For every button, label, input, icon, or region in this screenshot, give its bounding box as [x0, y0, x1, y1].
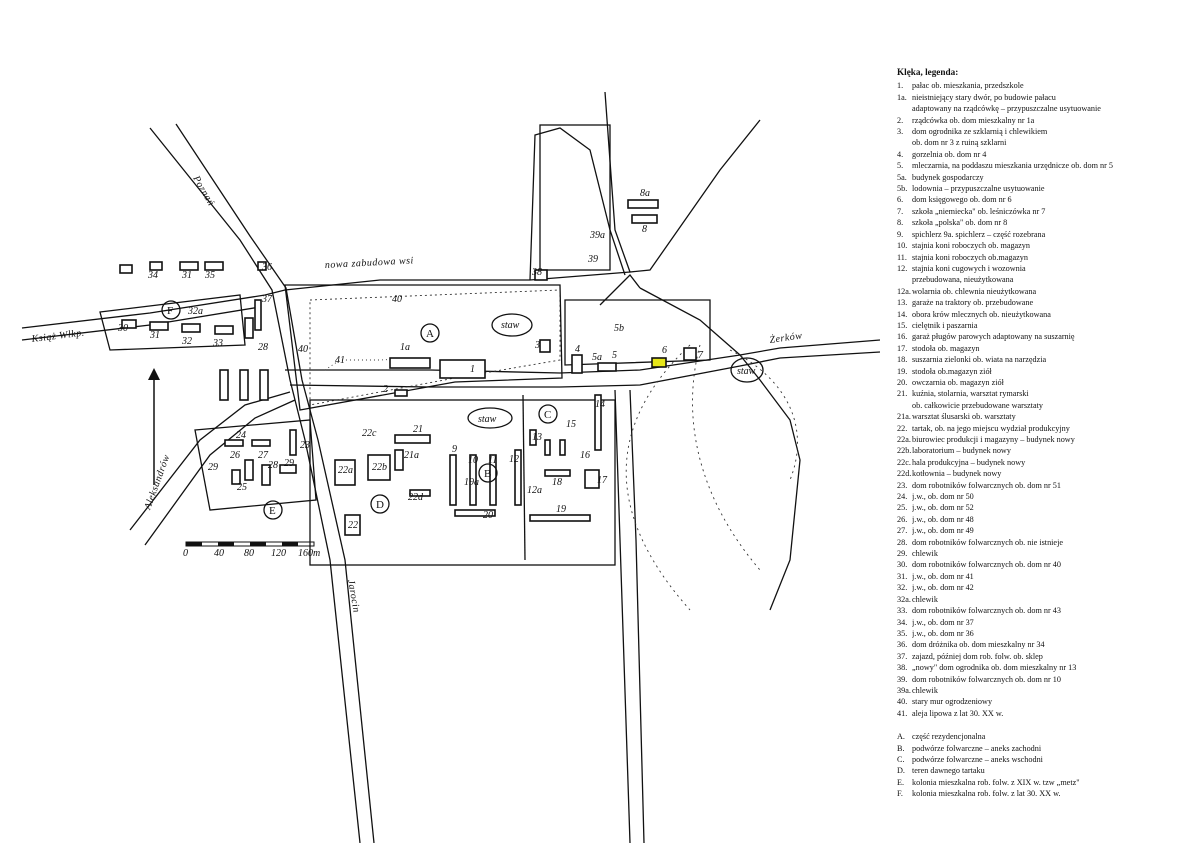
legend-item-number: 39a. — [897, 685, 911, 695]
legend-item-number: 1. — [897, 81, 904, 91]
area-marker-b: B — [484, 468, 492, 480]
legend-item — [897, 423, 1193, 434]
area-marker-c: C — [544, 409, 552, 421]
legend-item — [897, 674, 1193, 685]
legend-item — [897, 468, 1193, 479]
legend-item-number: 5. — [897, 161, 904, 171]
map-label: 3 — [535, 340, 540, 351]
legend-item — [897, 765, 1193, 776]
map-label: 22a — [338, 465, 353, 476]
legend-items — [897, 80, 1193, 719]
scale-tick: 160m — [298, 548, 321, 559]
map-label: 18 — [552, 477, 562, 488]
map-label: 1a — [400, 342, 410, 353]
legend-item-text: warsztat ślusarski ob. warsztaty — [912, 412, 1016, 422]
map-label: 26 — [230, 450, 240, 461]
legend-item — [897, 743, 1193, 754]
legend-item-number: 1a. — [897, 92, 907, 102]
legend-item — [897, 252, 1193, 263]
scale-bar — [183, 542, 320, 559]
map-label: 37 — [262, 294, 272, 305]
legend-item-text: stodoła ob. magazyn — [912, 343, 980, 353]
map-label: 31 — [150, 330, 160, 341]
legend-item — [897, 582, 1193, 593]
legend-item-text: dom robotników folwarcznych ob. dom nr 43 — [912, 606, 1061, 616]
legend-item-text: część rezydencjonalna — [912, 732, 986, 742]
legend-item — [897, 559, 1193, 570]
legend-item — [897, 343, 1193, 354]
map-label: 31 — [182, 270, 192, 281]
legend-item-text: dom księgowego ob. dom nr 6 — [912, 195, 1012, 205]
legend-item — [897, 183, 1193, 194]
legend-item — [897, 491, 1193, 502]
legend-item-continuation: adaptowany na rządcówkę – przypuszczalne usytuowanie — [912, 104, 1101, 114]
map-label: 9 — [452, 444, 457, 455]
legend-item-text: wolarnia ob. chlewnia nieużytkowana — [912, 286, 1037, 296]
map-legend — [897, 67, 1193, 800]
map-label: 30 — [118, 323, 128, 334]
map-label: 40 — [392, 294, 402, 305]
map-label: 22d — [408, 492, 423, 503]
legend-item-text: chlewik — [912, 594, 938, 604]
legend-title: Klęka, legenda: — [897, 67, 959, 77]
legend-item-number: 10. — [897, 241, 908, 251]
map-label: 5 — [612, 350, 617, 361]
legend-item-number: 31. — [897, 571, 908, 581]
map-label: 33 — [213, 338, 223, 349]
legend-item-text: hala produkcyjna – budynek nowy — [912, 457, 1026, 467]
legend-item-number: 6. — [897, 195, 904, 205]
legend-item-number: 20. — [897, 377, 908, 387]
legend-item-text: j.w., ob. dom nr 37 — [912, 617, 974, 627]
scale-tick: 40 — [214, 548, 224, 559]
legend-item-text: j.w., ob. dom nr 50 — [912, 492, 974, 502]
map-label: 32 — [182, 336, 192, 347]
legend-item-number: 28. — [897, 537, 908, 547]
legend-item-number: 36. — [897, 640, 908, 650]
legend-item-number: 18. — [897, 355, 908, 365]
legend-item-number: 23. — [897, 480, 908, 490]
legend-item-number: 5a. — [897, 172, 907, 182]
map-label: 22c — [362, 428, 377, 439]
legend-item-continuation: ob. całkowicie przebudowane warsztaty — [912, 400, 1043, 410]
legend-item-number: 13. — [897, 298, 908, 308]
road-name-zerkow: Żerków — [768, 330, 804, 346]
legend-item-number: A. — [897, 732, 905, 742]
legend-item — [897, 206, 1193, 217]
map-label: 34 — [148, 270, 158, 281]
legend-item — [897, 457, 1193, 468]
legend-item-text: aleja lipowa z lat 30. XX w. — [912, 708, 1004, 718]
map-label: 10 — [468, 455, 478, 466]
map-label: 28 — [258, 342, 268, 353]
legend-item — [897, 514, 1193, 525]
legend-item-text: teren dawnego tartaku — [912, 766, 985, 776]
legend-item-number: 30. — [897, 560, 908, 570]
map-label: 5b — [614, 323, 624, 334]
legend-item-text: biurowiec produkcji i magazyny – budynek nowy — [912, 435, 1075, 444]
legend-item — [897, 354, 1193, 365]
legend-item-number: D. — [897, 766, 905, 776]
legend-item-number: 26. — [897, 514, 908, 524]
legend-item — [897, 502, 1193, 513]
legend-item-text: dom robotników folwarcznych ob. dom nr 51 — [912, 480, 1061, 490]
legend-item-number: 25. — [897, 503, 908, 513]
legend-item-number: 3. — [897, 127, 904, 137]
map-label: 23 — [300, 440, 310, 451]
legend-item-text: zajazd, później dom rob. folw. ob. sklep — [912, 651, 1043, 661]
legend-item-number: 22c. — [897, 457, 911, 467]
legend-item-number: 12. — [897, 263, 908, 273]
legend-item-text: dom robotników folwarcznych ob. dom nr 10 — [912, 674, 1061, 684]
legend-item — [897, 366, 1193, 377]
legend-item-number: 22b. — [897, 446, 912, 456]
legend-item — [897, 754, 1193, 765]
legend-item-text: dom robotników folwarcznych ob. nie istnieje — [912, 537, 1063, 547]
legend-item-text: j.w., ob. dom nr 36 — [912, 628, 974, 638]
map-label: 25 — [237, 482, 247, 493]
legend-item-text: tartak, ob. na jego miejscu wydział produkcyjny — [912, 423, 1070, 433]
legend-item — [897, 229, 1193, 240]
scale-tick: 80 — [244, 548, 254, 559]
legend-item-number: 15. — [897, 320, 908, 330]
map-label: 14 — [595, 399, 605, 410]
map-label: 41 — [335, 355, 345, 366]
legend-item — [897, 696, 1193, 707]
road-name-aleksandrow: Aleksandrów — [142, 453, 173, 512]
map-label: 28 — [268, 460, 278, 471]
legend-item-number: 12a. — [897, 286, 911, 296]
legend-item-number: 29. — [897, 549, 908, 559]
legend-item-text: stajnia koni roboczych ob. magazyn — [912, 241, 1030, 251]
legend-item-text: podwórze folwarczne – aneks wschodni — [912, 754, 1043, 764]
legend-item-number: 16. — [897, 332, 908, 342]
legend-item-text: podwórze folwarczne – aneks zachodni — [912, 743, 1042, 753]
map-label: 39a — [590, 230, 605, 241]
legend-item-text: nieistniejący stary dwór, po budowie pałacu — [912, 92, 1056, 102]
legend-item — [897, 286, 1193, 297]
legend-item — [897, 525, 1193, 536]
legend-item-text: dom dróżnika ob. dom mieszkalny nr 34 — [912, 640, 1045, 650]
legend-item — [897, 731, 1193, 742]
legend-item — [897, 377, 1193, 388]
legend-areas — [897, 731, 1193, 799]
pond-label: staw — [501, 320, 520, 331]
legend-item — [897, 80, 1193, 91]
legend-item — [897, 617, 1193, 628]
legend-item-number: 17. — [897, 343, 908, 353]
legend-item — [897, 115, 1193, 126]
legend-item-number: 8. — [897, 218, 904, 228]
area-marker-a: A — [426, 328, 434, 340]
legend-item — [897, 297, 1193, 308]
legend-item-text: pałac ob. mieszkania, przedszkole — [912, 81, 1024, 91]
road-name-jarocin: Jarocin — [345, 578, 362, 614]
legend-item-number: 34. — [897, 617, 908, 627]
legend-item — [897, 480, 1193, 491]
legend-item-number: 22. — [897, 423, 908, 433]
legend-item — [897, 605, 1193, 616]
legend-item-number: 9. — [897, 229, 904, 239]
legend-item-number: 21a. — [897, 412, 911, 422]
legend-item-number: 11. — [897, 252, 907, 262]
legend-item-number: 4. — [897, 149, 904, 159]
legend-item-text: kotłownia – budynek nowy — [912, 469, 1002, 479]
legend-item — [897, 537, 1193, 548]
scale-tick: 120 — [271, 548, 286, 559]
legend-item — [897, 411, 1193, 422]
legend-item — [897, 662, 1193, 673]
legend-item-text: stodoła ob.magazyn ziół — [912, 366, 992, 376]
legend-item-number: 5b. — [897, 184, 908, 194]
legend-item-text: j.w., ob. dom nr 52 — [912, 503, 974, 513]
legend-item — [897, 651, 1193, 662]
legend-item-number: 14. — [897, 309, 908, 319]
tree-alleys — [310, 290, 798, 610]
map-label: 38 — [532, 267, 542, 278]
legend-item — [897, 639, 1193, 650]
legend-item-number: E. — [897, 777, 905, 787]
legend-item-text: szkoła „niemiecka" ob. leśniczówka nr 7 — [912, 206, 1046, 216]
legend-item — [897, 194, 1193, 205]
map-label: 12a — [527, 485, 542, 496]
legend-item — [897, 126, 1193, 137]
legend-item-text: chlewik — [912, 549, 938, 559]
legend-item-text: dom ogrodnika ze szklarnią i chlewikiem — [912, 127, 1048, 137]
legend-item — [897, 708, 1193, 719]
map-label: 35 — [205, 270, 215, 281]
legend-item-number: 2. — [897, 115, 904, 125]
legend-item-number: 22d. — [897, 469, 912, 479]
legend-item-text: laboratorium – budynek nowy — [912, 446, 1011, 456]
legend-item — [897, 263, 1193, 274]
legend-item-text: gorzelnia ob. dom nr 4 — [912, 149, 987, 159]
legend-item-text: lodownia – przypuszczalne usytuowanie — [912, 184, 1045, 194]
legend-item-number: 32. — [897, 583, 908, 593]
legend-item-number: 40. — [897, 697, 908, 707]
map-label: 29 — [284, 458, 294, 469]
legend-item — [897, 548, 1193, 559]
legend-item-text: szkoła „polska" ob. dom nr 8 — [912, 218, 1008, 228]
legend-item-number: 37. — [897, 651, 908, 661]
road-name-poznan: Poznań — [190, 174, 217, 209]
map-label: 36 — [262, 262, 272, 273]
legend-item-text: dom robotników folwarcznych ob. dom nr 40 — [912, 560, 1061, 570]
map-label: 29 — [208, 462, 218, 473]
legend-item-number: 32a. — [897, 594, 911, 604]
legend-item-number: B. — [897, 743, 905, 753]
legend-item — [897, 788, 1193, 799]
map-label: 17 — [597, 475, 607, 486]
legend-item-text: budynek gospodarczy — [912, 172, 984, 182]
scale-tick: 0 — [183, 548, 188, 559]
road-name-new-development: nowa zabudowa wsi — [324, 255, 415, 271]
area-marker-f: F — [167, 305, 174, 317]
map-label: 11 — [488, 455, 498, 466]
map-label: 15 — [566, 419, 576, 430]
map-label: 6 — [662, 345, 667, 356]
legend-item-number: C. — [897, 754, 905, 764]
legend-item-number: 41. — [897, 708, 908, 718]
legend-item-number: 38. — [897, 663, 908, 673]
area-marker-d: D — [376, 499, 384, 511]
legend-item-text: cielętnik i paszarnia — [912, 320, 978, 330]
map-label: 5a — [592, 352, 602, 363]
legend-item-number: 27. — [897, 526, 908, 536]
legend-item-text: j.w., ob. dom nr 41 — [912, 571, 974, 581]
legend-item-number: F. — [897, 789, 903, 799]
legend-item — [897, 331, 1193, 342]
legend-item — [897, 594, 1193, 605]
legend-item — [897, 240, 1193, 251]
pond-label: staw — [478, 414, 497, 425]
map-label: 21a — [404, 450, 419, 461]
legend-item-text: owczarnia ob. magazyn ziół — [912, 377, 1004, 387]
area-marker-e: E — [269, 505, 276, 517]
legend-item-text: kolonia mieszkalna rob. folw. z lat 30. XX w. — [912, 789, 1061, 799]
legend-item-text: suszarnia zielonki ob. wiata na narzędzia — [912, 355, 1047, 365]
map-label: 16 — [580, 450, 590, 461]
map-label: 1 — [470, 364, 475, 375]
legend-item-text: rządcówka ob. dom mieszkalny nr 1a — [912, 115, 1035, 125]
pond-label: staw — [737, 366, 756, 377]
legend-item-text: j.w., ob. dom nr 42 — [912, 583, 974, 593]
legend-item — [897, 309, 1193, 320]
map-label: 40 — [298, 344, 308, 355]
legend-item-text: j.w., ob. dom nr 48 — [912, 514, 974, 524]
legend-item-text: kuźnia, stolarnia, warsztat rymarski — [912, 389, 1029, 399]
legend-item-text: spichlerz 9a. spichlerz – część rozebrana — [912, 229, 1046, 239]
legend-item — [897, 149, 1193, 160]
legend-item-text: kolonia mieszkalna rob. folw. z XIX w. tzw „metz" — [912, 777, 1080, 787]
road-name-ksiaz: Książ Wlkp. — [31, 327, 86, 345]
map-label: 8a — [640, 188, 650, 199]
legend-item-text: garaż pługów parowych adaptowany na suszarnię — [912, 332, 1075, 342]
map-label: 20 — [483, 510, 493, 521]
legend-item-text: mleczarnia, na poddaszu mieszkania urzędnicze ob. dom nr 5 — [912, 161, 1113, 171]
legend-item — [897, 320, 1193, 331]
map-label: 2 — [383, 384, 388, 395]
map-label: 19 — [556, 504, 566, 515]
map-label: 22 — [348, 520, 358, 531]
map-label: 12 — [509, 454, 519, 465]
legend-item — [897, 172, 1193, 183]
map-label: 24 — [236, 430, 246, 441]
legend-item-number: 35. — [897, 628, 908, 638]
legend-item-number: 39. — [897, 674, 908, 684]
map-label: 13 — [532, 432, 542, 443]
legend-item-number: 21. — [897, 389, 908, 399]
legend-item-number: 22a. — [897, 435, 911, 444]
legend-item-number: 24. — [897, 492, 908, 502]
legend-item-text: stary mur ogrodzeniowy — [912, 697, 993, 707]
legend-item — [897, 777, 1193, 788]
map-label: 22b — [372, 462, 387, 473]
legend-item-number: 33. — [897, 606, 908, 616]
legend-item-continuation: ob. dom nr 3 z ruiną szklarni — [912, 138, 1007, 148]
map-label: 8 — [642, 224, 647, 235]
legend-item-text: chlewik — [912, 685, 938, 695]
legend-item — [897, 628, 1193, 639]
legend-item — [897, 217, 1193, 228]
legend-item-text: garaże na traktory ob. przebudowane — [912, 298, 1034, 308]
legend-item — [897, 160, 1193, 171]
map-label: 21 — [413, 424, 423, 435]
map-label: 27 — [258, 450, 268, 461]
legend-item — [897, 434, 1193, 445]
map-label: 4 — [575, 344, 580, 355]
legend-item-number: 19. — [897, 366, 908, 376]
map-label: 19a — [464, 477, 479, 488]
legend-item-number: 7. — [897, 206, 904, 216]
map-label: 39 — [588, 254, 598, 265]
road-names — [30, 173, 803, 614]
legend-item-continuation: przebudowana, nieużytkowana — [912, 275, 1014, 285]
legend-item — [897, 571, 1193, 582]
legend-item-text: obora krów mlecznych ob. nieużytkowana — [912, 309, 1051, 319]
legend-item — [897, 92, 1193, 103]
legend-item-text: „nowy" dom ogrodnika ob. dom mieszkalny nr 13 — [912, 663, 1077, 673]
map-label: 32a — [188, 306, 203, 317]
legend-item — [897, 445, 1193, 456]
map-label: 7 — [698, 350, 703, 361]
legend-item — [897, 388, 1193, 399]
legend-item-text: stajnia koni cugowych i wozownia — [912, 263, 1026, 273]
legend-item — [897, 685, 1193, 696]
legend-item-text: j.w., ob. dom nr 49 — [912, 526, 974, 536]
legend-item-text: stajnia koni roboczych ob.magazyn — [912, 252, 1028, 262]
